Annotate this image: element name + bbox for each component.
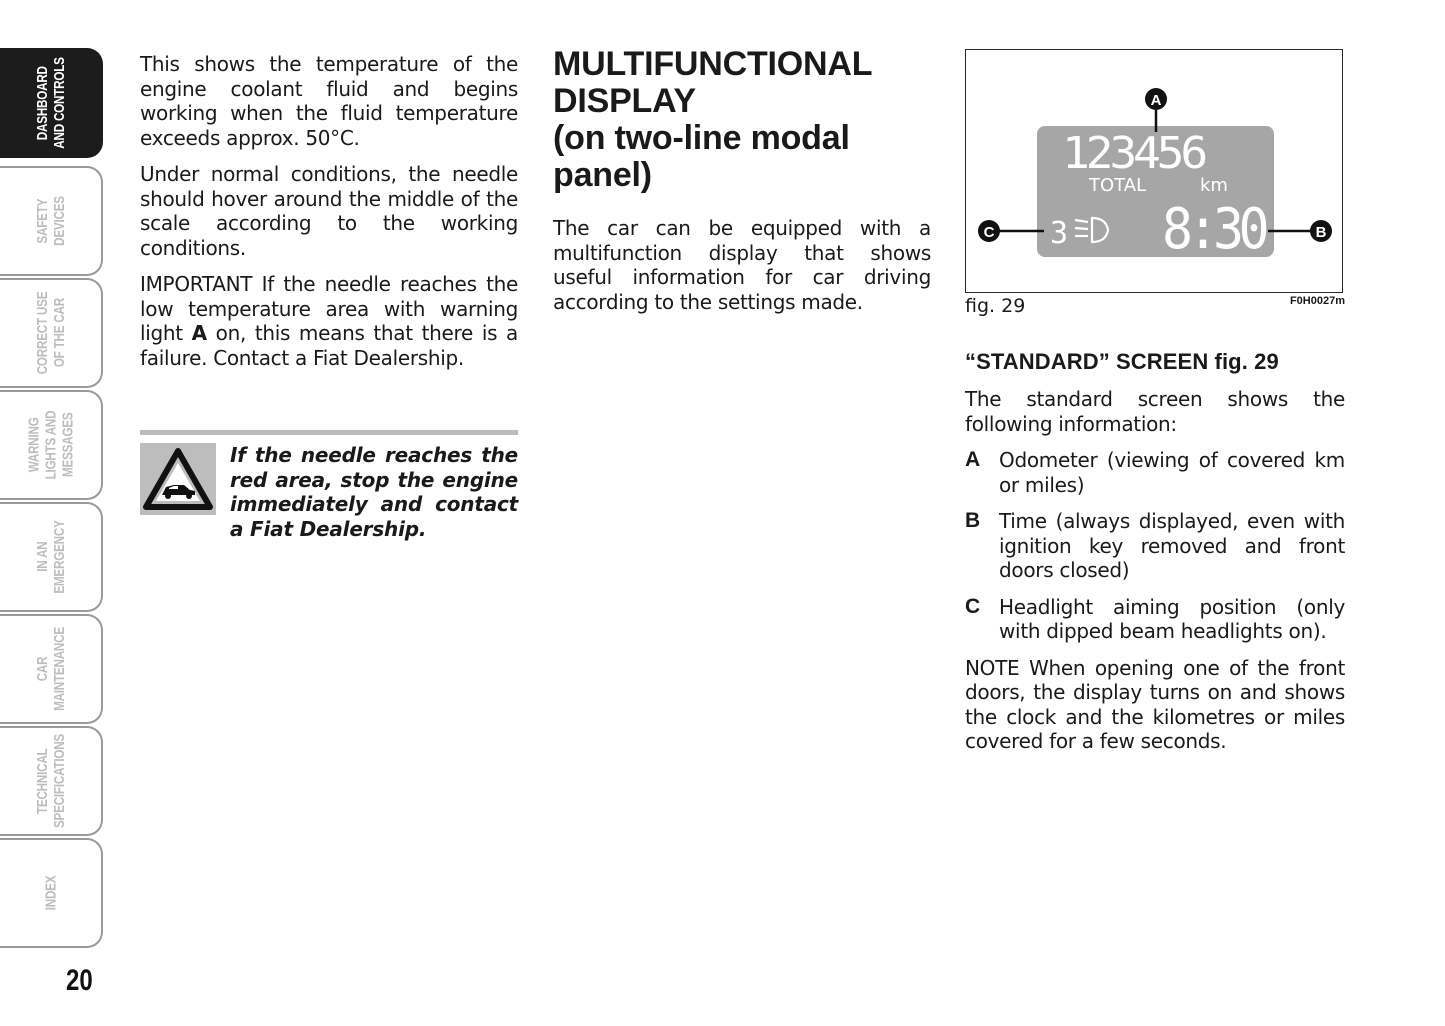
callout-a-label: A — [1150, 92, 1162, 109]
lcd-odometer: 123456 — [1062, 128, 1206, 179]
divider — [140, 430, 518, 435]
item-letter: C — [965, 594, 981, 618]
tab-label: CORRECT USE OF THE CAR — [33, 291, 68, 375]
column-coolant-temperature — [140, 52, 518, 541]
list-item — [965, 448, 1345, 497]
paragraph-standard-intro: The standard screen shows the following information: — [965, 387, 1345, 436]
tab-dashboard-and-controls[interactable] — [0, 48, 103, 158]
tab-label: TECHNICAL SPECIFICATIONS — [33, 733, 68, 829]
lcd-clock: 8:30 — [1162, 197, 1268, 262]
item-text: Odometer (viewing of covered km or miles) — [999, 448, 1345, 497]
figure-code: F0H0027m — [1289, 295, 1345, 307]
warning-text: If the needle reaches the red area, stop the engine immediately and contact a Fiat Dealership. — [230, 443, 518, 541]
tab-label: SAFETY DEVICES — [33, 196, 68, 246]
paragraph-coolant-intro: This shows the temperature of the engine coolant fluid and begins working when the fluid temperature exceeds approx. 50°C. — [140, 52, 518, 150]
warning-triangle-icon — [140, 443, 216, 515]
figure-label: fig. 29 — [965, 295, 1026, 317]
tab-in-an-emergency[interactable] — [0, 502, 103, 612]
tab-label: INDEX — [42, 875, 59, 911]
tab-label: CAR MAINTENANCE — [33, 627, 68, 711]
figure-caption — [965, 295, 1345, 335]
paragraph-display-intro: The car can be equipped with a multifunction display that shows useful information for car driving according to the settings made. — [553, 216, 931, 314]
tab-index[interactable] — [0, 838, 103, 948]
paragraph-note: NOTE When opening one of the front doors, the display turns on and shows the clock and the kilometres or miles covered for a few seconds. — [965, 655, 1345, 753]
tab-car-maintenance[interactable] — [0, 614, 103, 724]
figure-display — [965, 49, 1343, 293]
paragraph-normal-conditions: Under normal conditions, the needle should hover around the middle of the scale according to the working conditions. — [140, 162, 518, 260]
item-letter: A — [965, 448, 981, 471]
warning-box — [140, 443, 518, 541]
item-text: Time (always displayed, even with ignition key removed and front doors closed) — [999, 509, 1345, 582]
list-item — [965, 509, 1345, 583]
callout-c-label: C — [983, 224, 995, 241]
paragraph-important: IMPORTANT If the needle reaches the low temperature area with warning light A on, this means that there is a failure. Contact a Fiat Dealership. — [140, 272, 518, 370]
lcd-aim-position: 3 — [1050, 216, 1069, 251]
tab-label: IN AN EMERGENCY — [33, 520, 68, 594]
tab-label: WARNING LIGHTS AND MESSAGES — [25, 410, 76, 480]
callout-b-label: B — [1315, 224, 1327, 241]
item-letter: B — [965, 509, 981, 532]
subheading-standard-screen: “STANDARD” SCREEN fig. 29 — [965, 349, 1279, 374]
tab-safety-devices[interactable] — [0, 166, 103, 276]
tab-warning-lights[interactable] — [0, 390, 103, 500]
tab-correct-use[interactable] — [0, 278, 103, 388]
lcd-unit-label: km — [1200, 175, 1228, 196]
column-standard-screen — [965, 49, 1345, 766]
page-number: 20 — [66, 964, 93, 997]
lcd-total-label: TOTAL — [1089, 175, 1147, 196]
tab-label: DASHBOARD AND CONTROLS — [33, 57, 68, 149]
list-item — [965, 595, 1345, 644]
section-heading: MULTIFUNCTIONAL DISPLAY (on two-line modal panel) — [553, 45, 873, 194]
display-illustration — [966, 50, 1344, 294]
column-multifunctional-display — [553, 46, 931, 326]
tab-technical-specifications[interactable] — [0, 726, 103, 836]
item-text: Headlight aiming position (only with dipped beam headlights on). — [999, 594, 1345, 643]
